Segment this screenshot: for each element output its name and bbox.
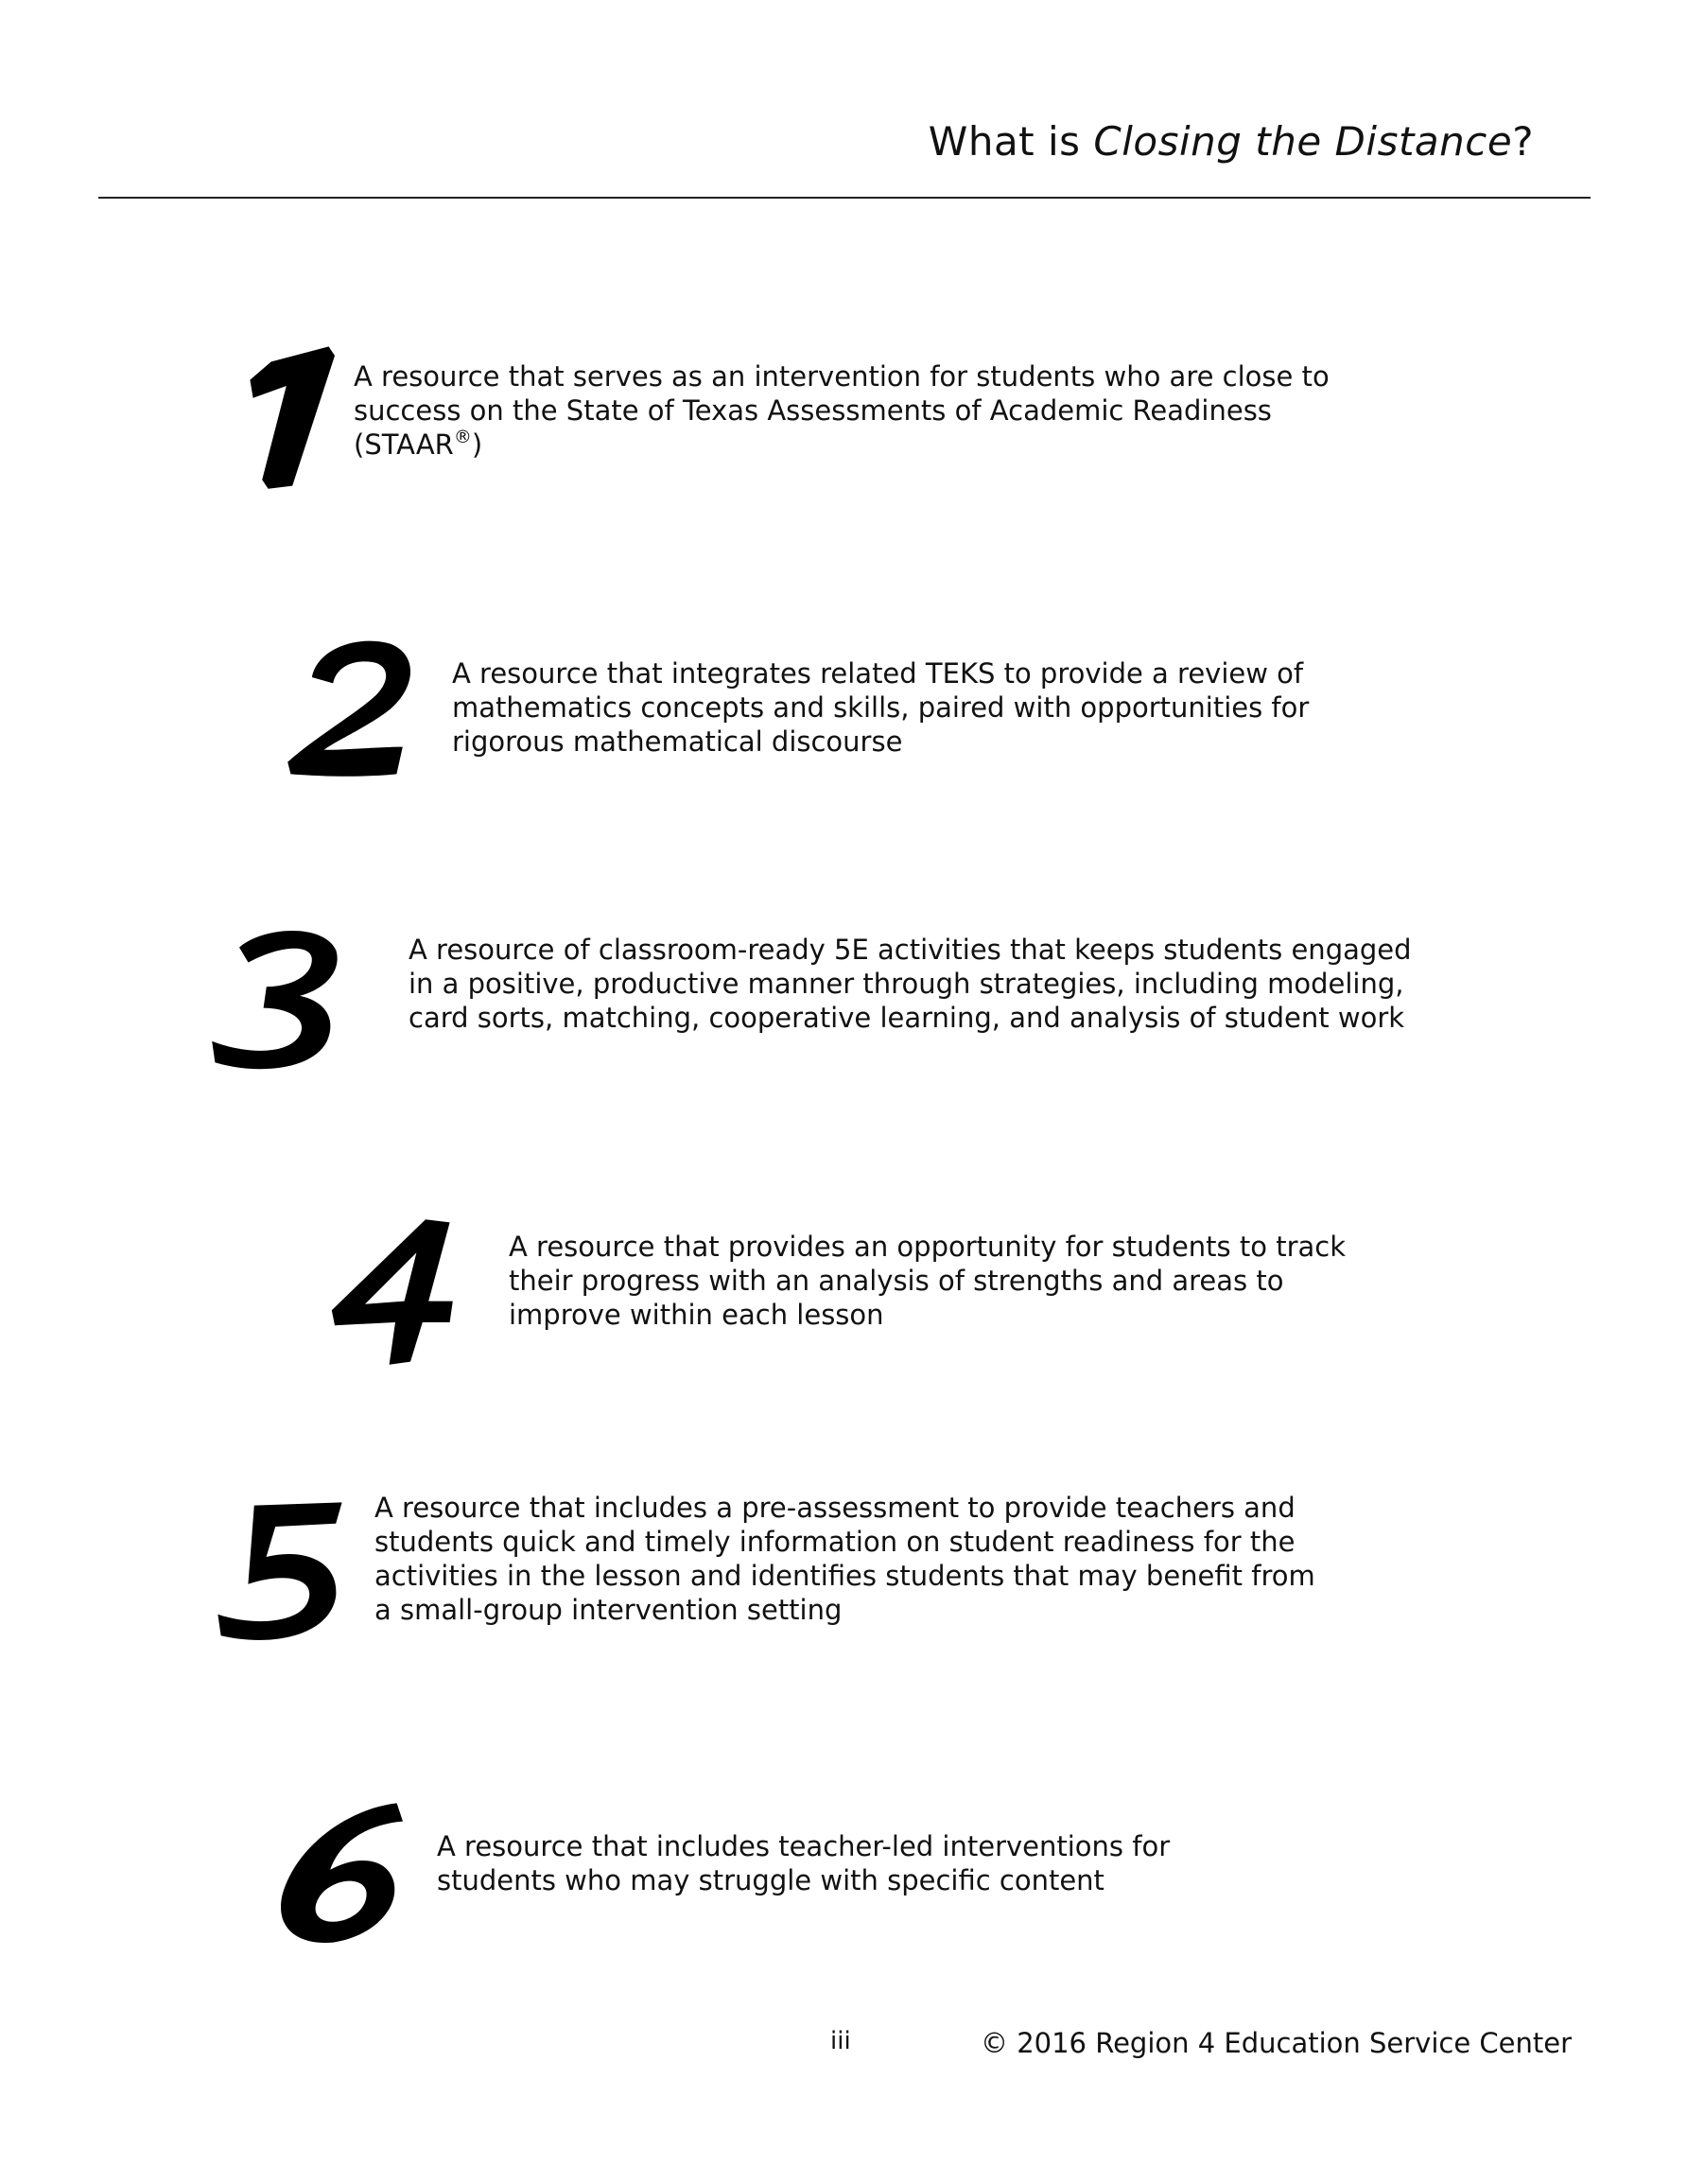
item-3-text (409, 933, 1412, 1035)
item-1-text (354, 359, 1330, 462)
item-3-line-2: in a positive, productive manner through strategies, including modeling, (409, 968, 1404, 1000)
item-5-line-4: a small-group intervention setting (374, 1594, 843, 1626)
item-3-line-3: card sorts, matching, cooperative learning, and analysis of student work (409, 1002, 1405, 1034)
item-4-text (509, 1230, 1346, 1332)
item-4-line-2: their progress with an analysis of strengths and areas to (509, 1265, 1284, 1297)
item-2-line-3: rigorous mathematical discourse (452, 725, 903, 758)
numeral-4-icon (320, 1216, 471, 1368)
page-number: iii (830, 2027, 851, 2055)
item-3-line-1: A resource of classroom-ready 5E activities that keeps students engaged (409, 934, 1412, 966)
page-title-prefix: What is (928, 118, 1094, 165)
item-1-line-3: (STAAR (354, 428, 454, 461)
item-5-line-3: activities in the lesson and identifies students that may benefit from (374, 1560, 1315, 1592)
copyright-notice: © 2016 Region 4 Education Service Center (980, 2027, 1572, 2059)
item-2-line-2: mathematics concepts and skills, paired with opportunities for (452, 691, 1310, 724)
registered-mark: ® (453, 427, 472, 447)
numeral-6-icon (267, 1797, 418, 1948)
numeral-5-icon (197, 1496, 348, 1648)
item-4-line-3: improve within each lesson (509, 1299, 884, 1331)
item-6-text (437, 1829, 1170, 1897)
item-4-line-1: A resource that provides an opportunity for students to track (509, 1231, 1346, 1263)
page-title (929, 115, 1534, 168)
item-5-text (374, 1491, 1315, 1627)
numeral-3-icon (194, 923, 345, 1075)
item-6-line-2: students who may struggle with specific content (437, 1864, 1104, 1896)
item-6-line-1: A resource that includes teacher-led interventions for (437, 1830, 1171, 1862)
item-2-text (452, 656, 1309, 759)
page-title-suffix: ? (1512, 118, 1534, 165)
item-2-line-1: A resource that integrates related TEKS to provide a review of (452, 657, 1304, 690)
item-1-line-1: A resource that serves as an intervention for students who are close to (354, 360, 1330, 393)
numeral-2-icon (270, 632, 421, 783)
header-divider (98, 197, 1591, 199)
item-5-line-2: students quick and timely information on student readiness for the (374, 1526, 1296, 1558)
page-title-italic: Closing the Distance (1093, 118, 1513, 165)
item-1-line-2: success on the State of Texas Assessments of Academic Readiness (354, 394, 1272, 427)
item-5-line-1: A resource that includes a pre-assessment to provide teachers and (374, 1492, 1296, 1524)
numeral-1-icon (199, 341, 350, 492)
item-1-closing: ) (471, 428, 483, 461)
